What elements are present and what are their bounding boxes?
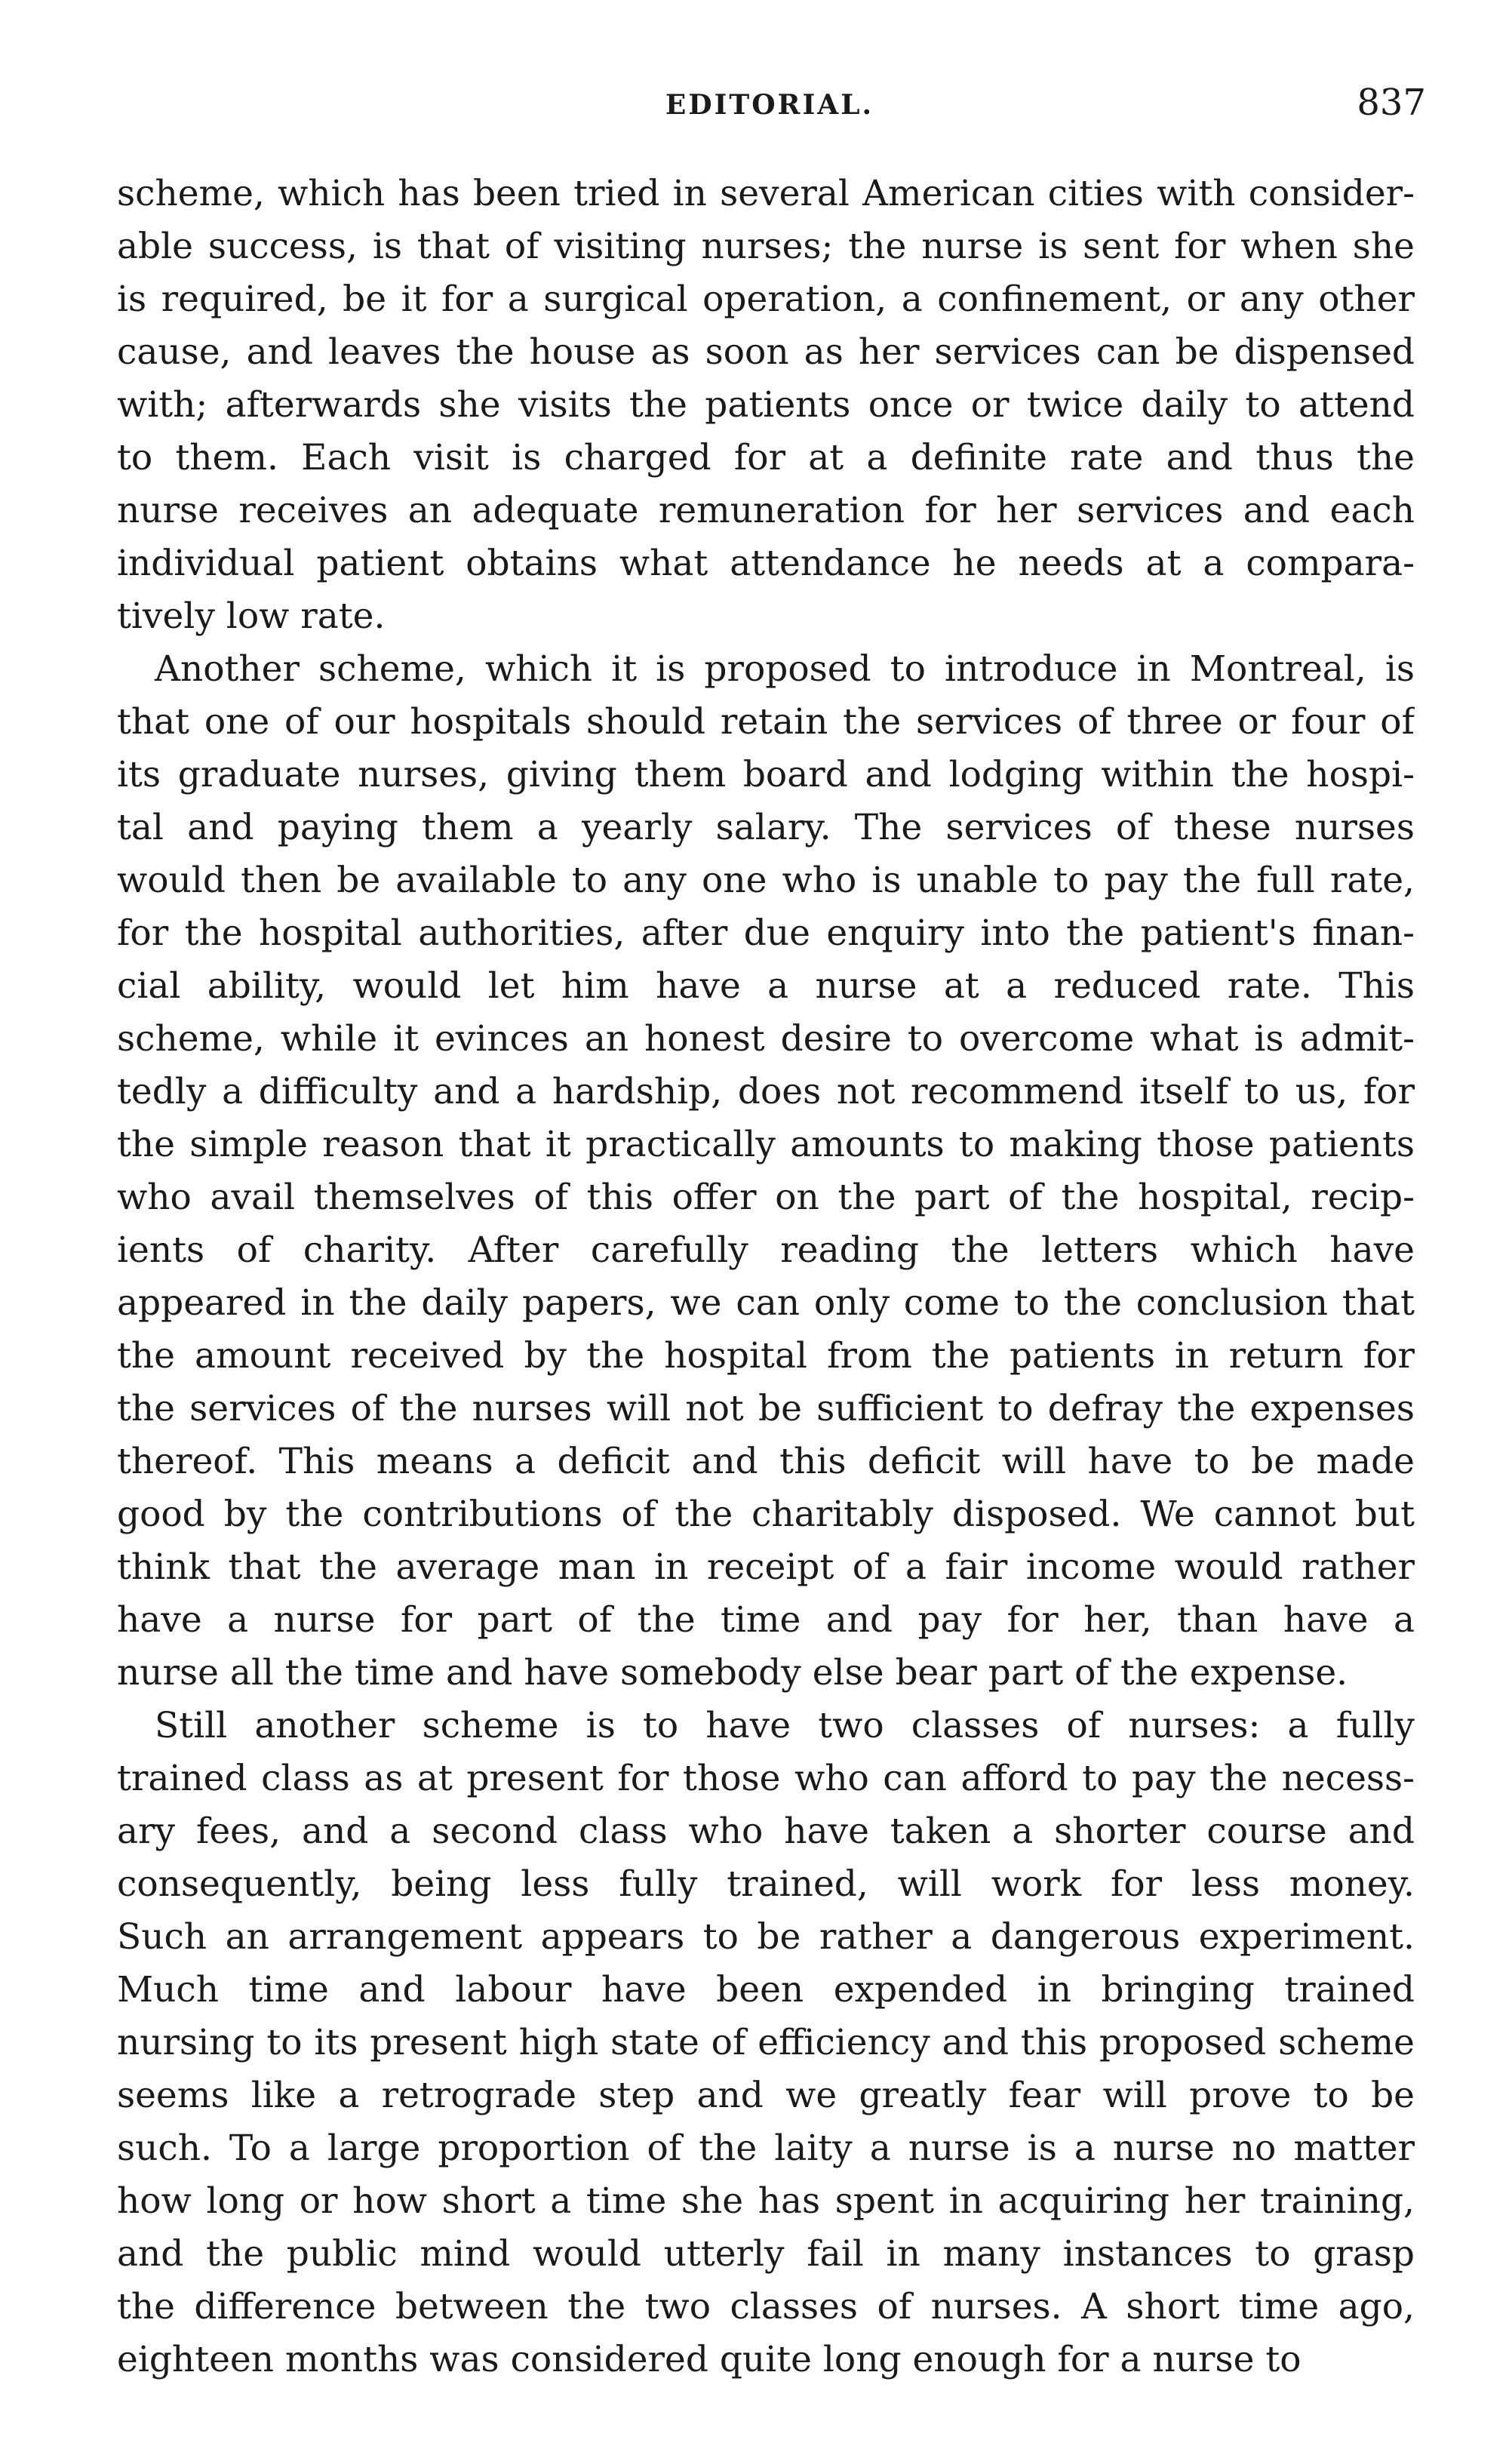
text-line: Another scheme, which it is proposed to introduce in Montreal, is [155,648,1415,690]
text-line: nursing to its present high state of efficiency and this proposed scheme [117,2022,1415,2063]
text-line: able success, is that of visiting nurses; the nurse is sent for when she [117,226,1415,267]
running-head: EDITORIAL. [665,89,874,121]
page-number: 837 [1357,82,1426,124]
text-line: cial ability, would let him have a nurse at a reduced rate. This [117,965,1415,1007]
text-line: for the hospital authorities, after due enquiry into the patient's finan- [117,912,1415,954]
text-line: that one of our hospitals should retain the services of three or four of [117,701,1415,743]
text-line: its graduate nurses, giving them board and lodging within the hospi- [117,754,1415,795]
text-line: thereof. This means a deficit and this deficit will have to be made [117,1441,1415,1482]
text-line: and the public mind would utterly fail in many instances to grasp [117,2233,1415,2275]
text-line: Such an arrangement appears to be rather a dangerous experiment. [117,1916,1415,1958]
text-line: tively low rate. [117,595,386,637]
text-line: who avail themselves of this offer on the part of the hospital, recip- [117,1177,1415,1218]
text-line: Still another scheme is to have two classes of nurses: a fully [155,1705,1415,1746]
text-line: good by the contributions of the charitably disposed. We cannot but [117,1494,1415,1535]
text-line: the amount received by the hospital from the patients in return for [117,1335,1415,1377]
text-line: individual patient obtains what attendance he needs at a compara- [117,543,1415,584]
text-line: trained class as at present for those who can afford to pay the necess- [117,1758,1415,1799]
text-line: scheme, which has been tried in several American cities with consider- [117,173,1415,214]
text-line: tal and paying them a yearly salary. The services of these nurses [117,807,1415,848]
text-line: the simple reason that it practically amounts to making those patients [117,1124,1415,1165]
text-line: have a nurse for part of the time and pay for her, than have a [117,1599,1415,1641]
text-line: scheme, while it evinces an honest desire to overcome what is admit- [117,1018,1415,1060]
text-line: cause, and leaves the house as soon as her services can be dispensed [117,331,1415,373]
text-line: eighteen months was considered quite long enough for a nurse to [117,2339,1301,2380]
body-text [117,168,1415,2386]
paragraph-1 [117,168,1415,643]
text-line: with; afterwards she visits the patients once or twice daily to attend [117,384,1415,426]
text-line: think that the average man in receipt of a fair income would rather [117,1546,1415,1588]
text-line: ary fees, and a second class who have taken a shorter course and [117,1811,1415,1852]
page-header [113,82,1426,127]
text-line: to them. Each visit is charged for at a definite rate and thus the [117,437,1415,478]
text-line: ients of charity. After carefully reading the letters which have [117,1229,1415,1271]
text-line: consequently, being less fully trained, will work for less money. [117,1863,1415,1905]
text-line: nurse all the time and have somebody else bear part of the expense. [117,1652,1348,1694]
text-line: such. To a large proportion of the laity a nurse is a nurse no matter [117,2127,1415,2169]
text-line: would then be available to any one who is unable to pay the full rate, [117,860,1415,901]
text-line: Much time and labour have been expended in bringing trained [117,1969,1415,2011]
text-line: the services of the nurses will not be sufficient to defray the expenses [117,1388,1415,1429]
text-line: tedly a difficulty and a hardship, does not recommend itself to us, for [117,1071,1415,1112]
text-line: is required, be it for a surgical operation, a confinement, or any other [117,278,1415,320]
text-line: the difference between the two classes of nurses. A short time ago, [117,2286,1415,2327]
paragraph-3 [117,1700,1415,2386]
text-line: seems like a retrograde step and we greatly fear will prove to be [117,2075,1415,2116]
text-line: nurse receives an adequate remuneration for her services and each [117,490,1415,531]
text-line: how long or how short a time she has spent in acquiring her training, [117,2180,1415,2222]
text-line: appeared in the daily papers, we can only come to the conclusion that [117,1282,1415,1324]
paragraph-2 [117,643,1415,1700]
